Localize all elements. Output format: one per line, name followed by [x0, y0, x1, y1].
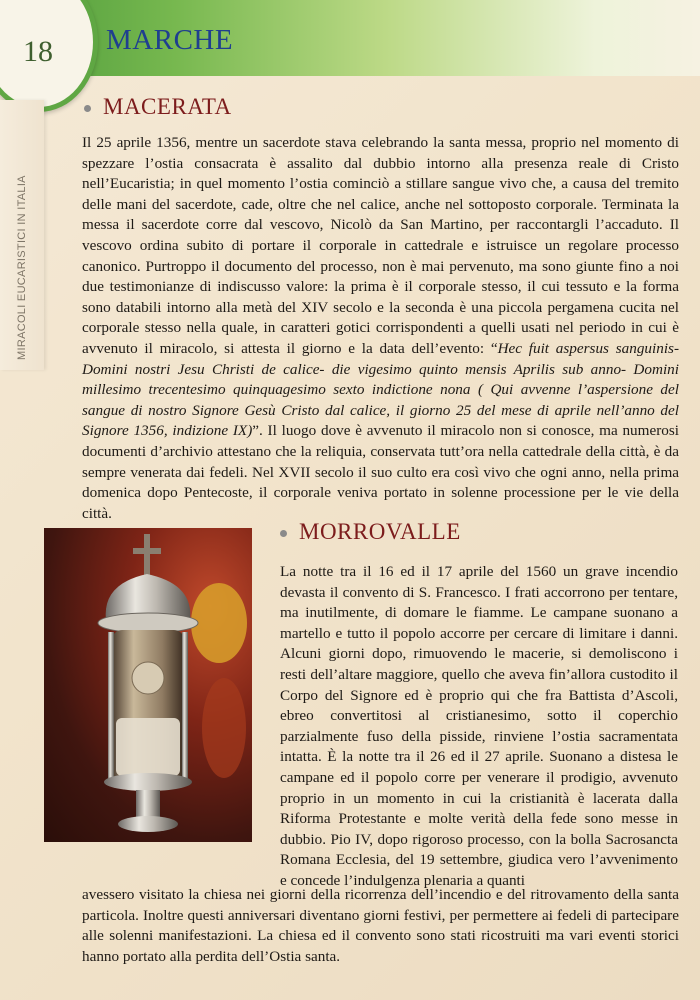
side-label: MIRACOLI EUCARISTICI IN ITALIA — [16, 175, 28, 360]
reliquary-illustration — [44, 528, 252, 842]
macerata-title-text: MACERATA — [103, 94, 232, 119]
section-title-macerata — [84, 94, 232, 120]
morrovalle-body-top — [280, 562, 678, 892]
morrovalle-body-bottom — [82, 885, 679, 967]
bullet-icon — [280, 530, 287, 537]
morrovalle-paragraph-top: La notte tra il 16 ed il 17 aprile del 1560 un grave incendio devasta il convento di S. Francesco. I frati accorrono per tentare, ma inutilmente, di domare le fiamme. Le campane suonano a martello e tutto il popolo accorre per cercare di limitare i danni. Alcuni giorni dopo, rimuovendo le macerie, si demoliscono i resti dell’altare maggiore, quello che aveva fin’allora custodito il Corpo del Signore ed è proprio qui che fra Battista d’Ascoli, ebreo convertitosi al cristianesimo, sotto il coperchio parzialmente fuso della pisside, rinviene l’ostia sacramentata intatta. È la notte tra il 26 ed il 27 aprile. Suonano a distesa le campane ed il popolo corre per venerare il prodigio, avvenuto proprio in un momento in cui la cristianità è lacerata dalla Riforma Protestante e molte verità della fede sono messe in dubbio. Pio IV, dopo rigoroso processo, con la bolla Sacrosancta Romana Ecclesia, del 19 settembre, giudica vero l’avvenimento e concede l’indulgenza plenaria a quanti — [280, 563, 678, 889]
macerata-text-1: Il 25 aprile 1356, mentre un sacerdote stava celebrando la santa messa, proprio nel momento di spezzare l’ostia consacrata è assalito dal dubbio intorno alla presenza reale di Cristo nell’Eucaristia; in quel momento l’ostia cominciò a stillare sangue vivo che, a causa del tremito delle mani del sacerdote, cade, oltre che nel calice, anche nel sottoposto corporale. Terminata la messa il sacerdote corre dal vescovo, Nicolò da San Martino, per raccontargli l’accaduto. Il vescovo ordina subito di portare il corporale in cattedrale e istruisce un regolare processo canonico. Purtroppo il documento del processo, non è mai pervenuto, ma sono giunte fino a noi due testimonianze di indiscusso valore: la prima è il corporale stesso, il cui tessuto e la forma sono databili intorno alla metà del XIV secolo e la seconda è una piccola pergamena cucita nel corporale stesso nella quale, in caratteri gotici corrispondenti a quelli usati nel periodo in cui è avvenuto il miracolo, si attesta il giorno e la data dell’evento: “ — [82, 134, 679, 357]
section-title-morrovalle — [280, 519, 461, 545]
macerata-body — [82, 133, 679, 524]
morrovalle-paragraph-bottom: avessero visitato la chiesa nei giorni della ricorrenza dell’incendio e del ritrovamento della santa particola. Inoltre questi anniversari diventano giorni festivi, per permettere ai fedeli di partecipare alle solenni manifestazioni. La chiesa ed il convento sono stati ricostruiti ma vari eventi storici hanno portato alla perdita dell’Ostia santa. — [82, 886, 679, 965]
region-title: MARCHE — [106, 24, 234, 56]
reliquary-photo — [44, 528, 252, 842]
macerata-text-2: ”. Il luogo dove è avvenuto il miracolo non si conosce, ma numerosi documenti d’archivio attestano che la reliquia, conservata tutt’ora nella cattedrale della città, è da sempre venerata dai fedeli. Nel XVII secolo il suo culto era così vivo che ogni anno, nella prima domenica dopo Pentecoste, il corporale veniva portato in solenne processione per le vie della città. — [82, 422, 679, 522]
header-bar — [0, 0, 700, 76]
morrovalle-title-text: MORROVALLE — [299, 519, 461, 544]
page-number: 18 — [23, 35, 53, 68]
bullet-icon — [84, 105, 91, 112]
macerata-quote: Hec fuit aspersus sanguinis- Domini nostri Jesu Christi de calice- die vigesimo quinto mensis Aprilis sub anno- Domini millesimo trecentesimo quinquagesimo sexto indictione nona ( Qui avvenne l’aspersione del sangue di nostro Signore Gesù Cristo dal calice, il giorno 25 del mese di aprile nell’anno del Signore 1356, indizione IX) — [82, 339, 680, 440]
macerata-paragraph — [82, 133, 679, 524]
